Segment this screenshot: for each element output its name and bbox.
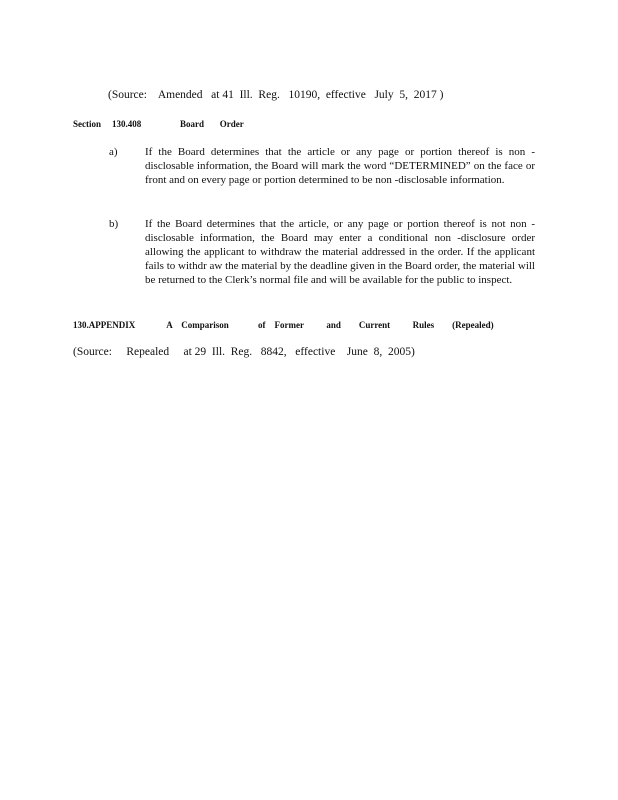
item-label: b): [109, 218, 119, 230]
item-label: a): [109, 146, 118, 158]
appendix-heading: 130.APPENDIX A Comparison of Former and Current Rules (Repealed): [73, 320, 494, 330]
item-text: If the Board determines that the article or any page or portion thereof is non - disclosable information, the Board will mark the word “DETERMINED” on the face or front and on every page or portion determined to be non -disclosable information.: [145, 146, 535, 186]
section-title: Board Order: [180, 119, 244, 129]
source-note-amended: (Source: Amended at 41 Ill. Reg. 10190, effective July 5, 2017 ): [108, 89, 444, 101]
section-label: Section: [73, 119, 101, 129]
item-text: If the Board determines that the article, or any page or portion thereof is not non - disclosable information, the Board may enter a conditional non -disclosure order allowing the applicant to withdraw the material addressed in the order. If the applicant fails to withdr aw the material by the deadline given in the Board order, the material will be returned to the Clerk’s normal file and will be available for the public to inspect.: [145, 218, 535, 286]
section-number: 130.408: [112, 119, 142, 129]
source-note-repealed: (Source: Repealed at 29 Ill. Reg. 8842, effective June 8, 2005): [73, 346, 415, 358]
